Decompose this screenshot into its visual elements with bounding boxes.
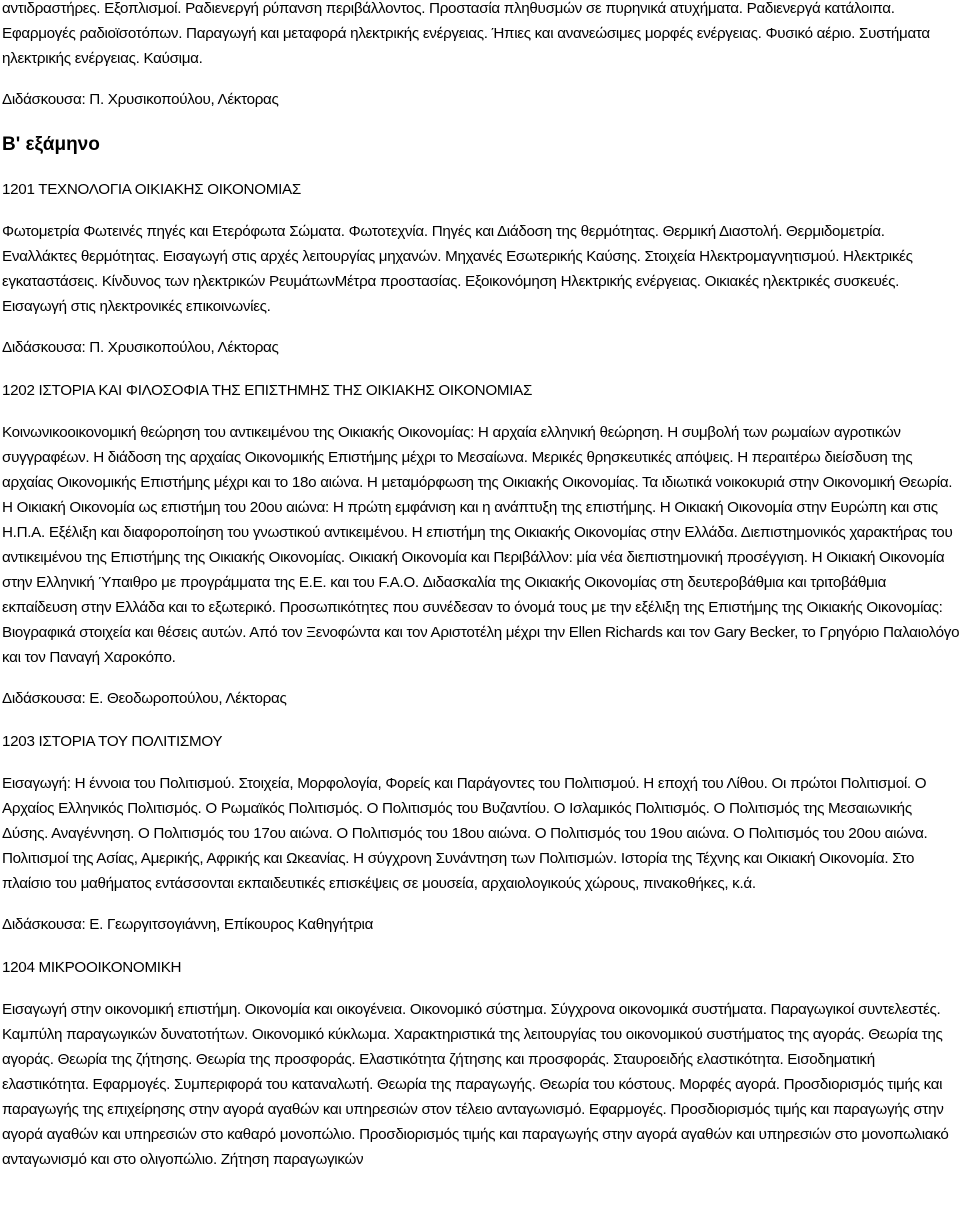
course-teacher: Διδάσκουσα: Ε. Γεωργιτσογιάννη, Επίκουρος Καθηγήτρια <box>2 916 374 933</box>
course-teacher: Διδάσκουσα: Ε. Θεοδωροπούλου, Λέκτορας <box>2 690 287 707</box>
course-title: 1201 ΤΕΧΝΟΛΟΓΙΑ ΟΙΚΙΑΚΗΣ ΟΙΚΟΝΟΜΙΑΣ <box>2 181 301 198</box>
course-1203 <box>2 729 960 937</box>
course-description: Φωτομετρία Φωτεινές πηγές και Ετερόφωτα Σώματα. Φωτοτεχνία. Πηγές και Διάδοση της θερμότητας. Θερμική Διαστολή. Θερμιδομετρία. Εναλλάκτες θερμότητας. Εισαγωγή στις αρχές λειτουργίας μηχανών. Μηχανές Εσωτερικής Καύσης. Στοιχεία Ηλεκτρομαγνητισμού. Ηλεκτρικές εγκαταστάσεις. Κίνδυνος των ηλεκτρικών ΡευμάτωνΜέτρα προστασίας. Εξοικονόμηση Ηλεκτρικής ενέργειας. Οικιακές ηλεκτρικές συσκευές. Εισαγωγή στις ηλεκτρονικές επικοινωνίες. <box>2 223 913 315</box>
course-1204 <box>2 955 960 1172</box>
course-title: 1203 ΙΣΤΟΡΙΑ ΤΟΥ ΠΟΛΙΤΙΣΜΟΥ <box>2 733 223 750</box>
course-description: Εισαγωγή: Η έννοια του Πολιτισμού. Στοιχεία, Μορφολογία, Φορείς και Παράγοντες του Πολιτισμού. Η εποχή του Λίθου. Οι πρώτοι Πολιτισμοί. Ο Αρχαίος Ελληνικός Πολιτισμός. Ο Ρωμαϊκός Πολιτισμός. Ο Πολιτισμός του Βυζαντίου. Ο Ισλαμικός Πολιτισμός. Ο Πολιτισμός της Μεσαιωνικής Δύσης. Αναγέννηση. Ο Πολιτισμός του 17ου αιώνα. Ο Πολιτισμός του 18ου αιώνα. Ο Πολιτισμός του 19ου αιώνα. Ο Πολιτισμός του 20ου αιώνα. Πολιτισμοί της Ασίας, Αμερικής, Αφρικής και Ωκεανίας. Η σύγχρονη Συνάντηση των Πολιτισμών. Ιστορία της Τέχνης και Οικιακή Οικονομία. Στο πλαίσιο του μαθήματος εντάσσονται εκπαιδευτικές επισκέψεις σε μουσεία, αρχαιολογικούς χώρους, πινακοθήκες, κ.ά. <box>2 775 928 892</box>
intro-paragraph: αντιδραστήρες. Εξοπλισμοί. Ραδιενεργή ρύπανση περιβάλλοντος. Προστασία πληθυσμών σε πυρηνικά ατυχήματα. Ραδιενεργά κατάλοιπα. Εφαρμογές ραδιοϊσοτόπων. Παραγωγή και μεταφορά ηλεκτρικής ενέργειας. Ήπιες και ανανεώσιμες μορφές ενέργειας. Φυσικό αέριο. Συστήματα ηλεκτρικής ενέργειας. Καύσιμα. <box>2 0 930 67</box>
course-1202 <box>2 378 960 711</box>
semester-heading: Β' εξάμηνο <box>2 134 100 155</box>
course-teacher: Διδάσκουσα: Π. Χρυσικοπούλου, Λέκτορας <box>2 339 279 356</box>
intro-teacher-line: Διδάσκουσα: Π. Χρυσικοπούλου, Λέκτορας <box>2 91 279 108</box>
course-description: Εισαγωγή στην οικονομική επιστήμη. Οικονομία και οικογένεια. Οικονομικό σύστημα. Σύγχρονα οικονομικά συστήματα. Παραγωγικοί συντελεστές. Καμπύλη παραγωγικών δυνατοτήτων. Οικονομικό κύκλωμα. Χαρακτηριστικά της λειτουργίας του οικονομικού συστήματος της αγοράς. Θεωρία της αγοράς. Θεωρία της ζήτησης. Θεωρία της προσφοράς. Ελαστικότητα ζήτησης και προσφοράς. Σταυροειδής ελαστικότητα. Εισοδηματική ελαστικότητα. Εφαρμογές. Συμπεριφορά του καταναλωτή. Θεωρία της παραγωγής. Θεωρία του κόστους. Μορφές αγορά. Προσδιορισμός τιμής και παραγωγής της επιχείρησης στην αγορά αγαθών και υπηρεσιών στον τέλειο ανταγωνισμό. Εφαρμογές. Προσδιορισμός τιμής και παραγωγής στην αγορά αγαθών και υπηρεσιών στο καθαρό μονοπώλιο. Προσδιορισμός τιμής και παραγωγής στην αγορά αγαθών και υπηρεσιών στο μονοπωλιακό ανταγωνισμό και στο ολιγοπώλιο. Ζήτηση παραγωγικών <box>2 1001 949 1168</box>
course-1201 <box>2 177 960 360</box>
course-description: Κοινωνικοοικονομική θεώρηση του αντικειμένου της Οικιακής Οικονομίας: Η αρχαία ελληνική θεώρηση. Η συμβολή των ρωμαίων αγροτικών συγγραφέων. Η διάδοση της αρχαίας Οικονομικής Επιστήμης μέχρι το Μεσαίωνα. Μερικές θρησκευτικές απόψεις. Η περαιτέρω διείσδυση της αρχαίας Οικονομικής Επιστήμης μέχρι και το 18ο αιώνα. Η μεταμόρφωση της Οικιακής Οικονομίας. Τα ιδιωτικά νοικοκυριά στην Οικονομική Θεωρία. Η Οικιακή Οικονομία ως επιστήμη του 20ου αιώνα: Η πρώτη εμφάνιση και η ανάπτυξη της επιστήμης. Η Οικιακή Οικονομία στην Ευρώπη και στις Η.Π.Α. Εξέλιξη και διαφοροποίηση του γνωστικού αντικειμένου. Η επιστήμη της Οικιακής Οικονομίας στην Ελλάδα. Διεπιστημονικός χαρακτήρας του αντικειμένου της Επιστήμης της Οικιακής Οικονομίας. Οικιακή Οικονομία και Περιβάλλον: μία νέα διεπιστημονική προσέγγιση. Η Οικιακή Οικονομία στην Ελληνική Ύπαιθρο με προγράμματα της Ε.Ε. και του F.A.O. Διδασκαλία της Οικιακής Οικονομίας στη δευτεροβάθμια και τριτοβάθμια εκπαίδευση στην Ελλάδα και το εξωτερικό. Προσωπικότητες που συνέδεσαν το όνομά τους με την εξέλιξη της Επιστήμης της Οικιακής Οικονομίας: Βιογραφικά στοιχεία και θέσεις αυτών. Από τον Ξενοφώντα και τον Αριστοτέλη μέχρι την Ellen Richards και τον Gary Becker, το Γρηγόριο Παλαιολόγο και τον Παναγή Χαροκόπο. <box>2 424 960 666</box>
course-title: 1204 ΜΙΚΡΟΟΙΚΟΝΟΜΙΚΗ <box>2 959 182 976</box>
course-title: 1202 ΙΣΤΟΡΙΑ ΚΑΙ ΦΙΛΟΣΟΦΙΑ ΤΗΣ ΕΠΙΣΤΗΜΗΣ ΤΗΣ ΟΙΚΙΑΚΗΣ ΟΙΚΟΝΟΜΙΑΣ <box>2 382 533 399</box>
